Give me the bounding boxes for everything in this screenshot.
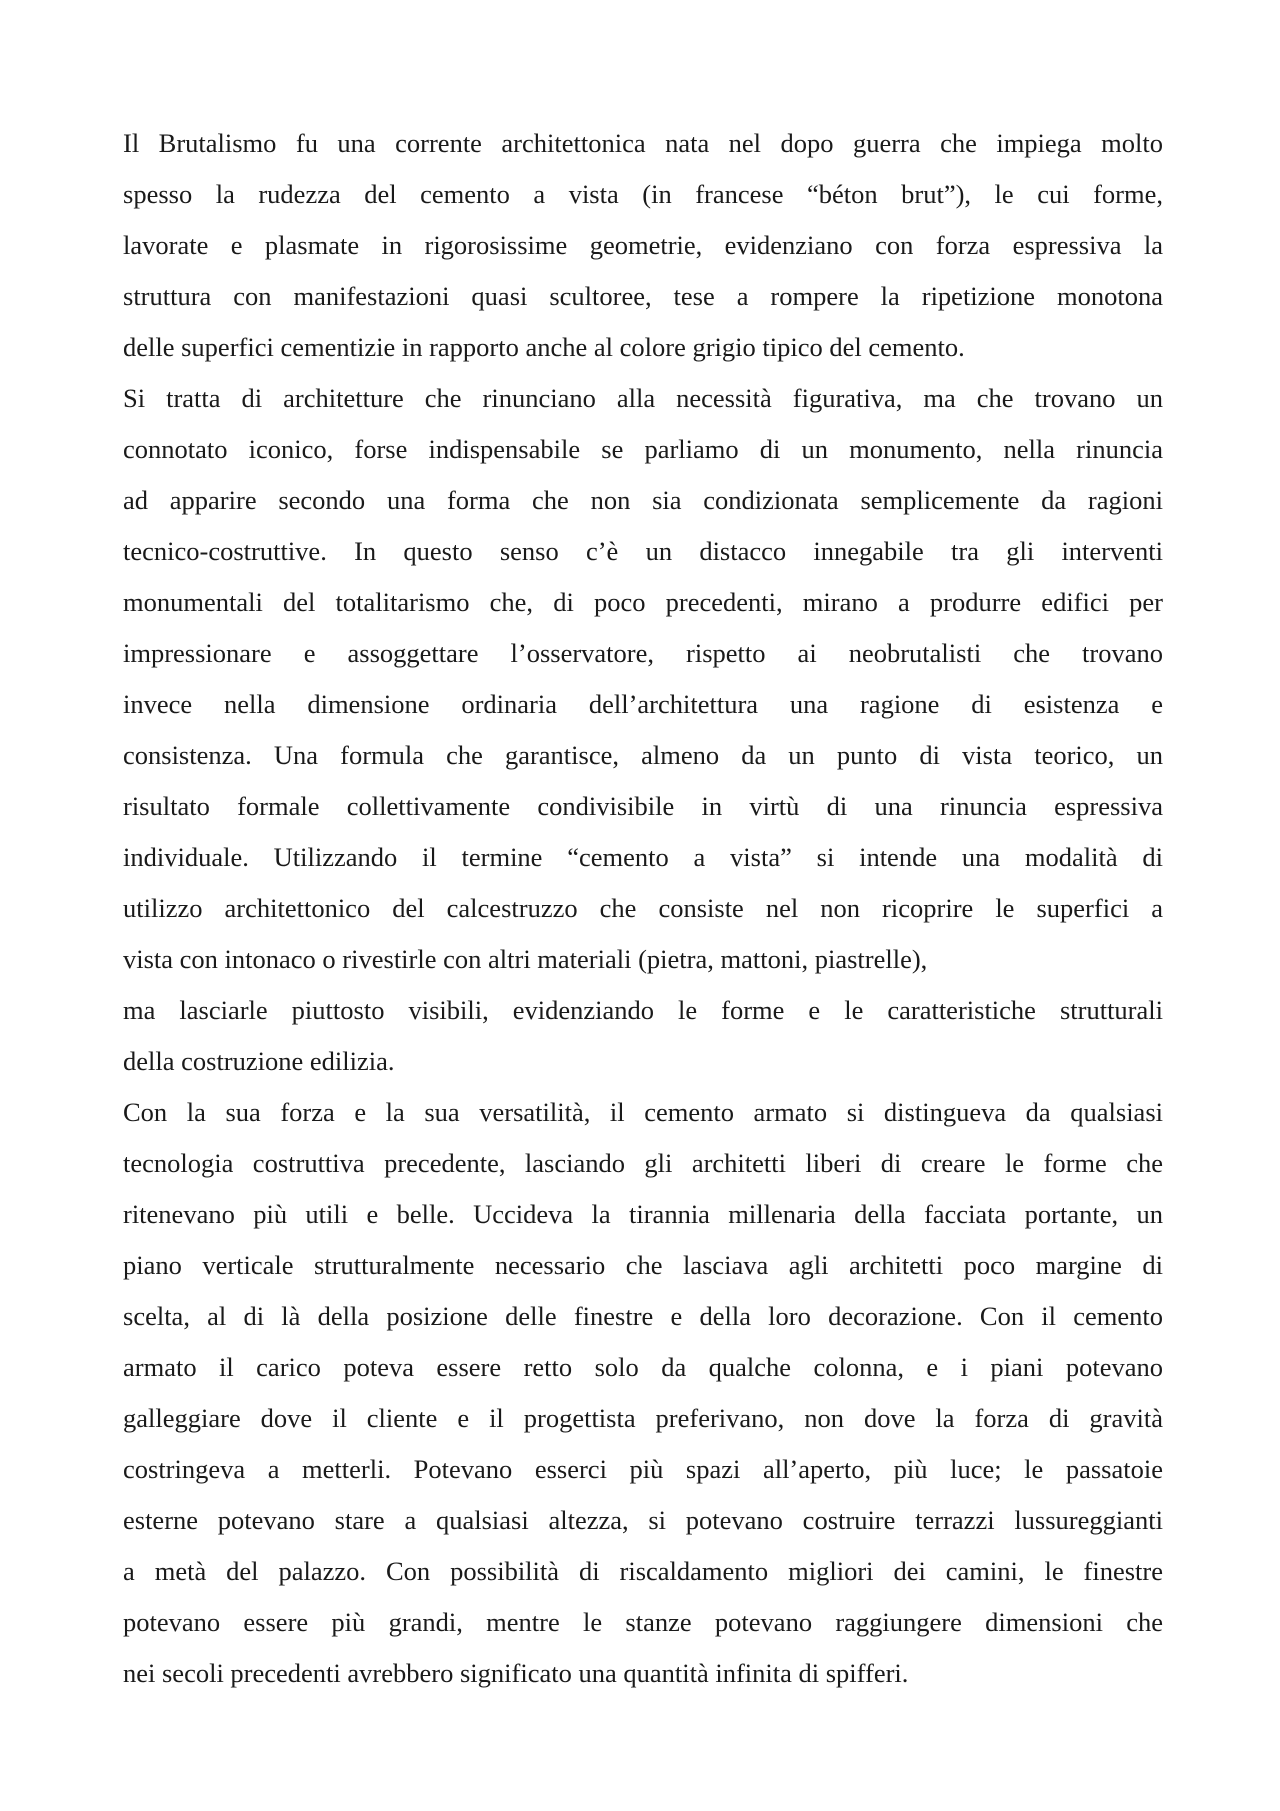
text-line: ritenevano più utili e belle. Uccideva la tirannia millenaria della facciata portante, un [123, 1199, 1163, 1229]
text-line: struttura con manifestazioni quasi scultoree, tese a rompere la ripetizione monotona [123, 281, 1163, 311]
text-line: armato il carico poteva essere retto solo da qualche colonna, e i piani potevano [123, 1352, 1163, 1382]
text-line: monumentali del totalitarismo che, di poco precedenti, mirano a produrre edifici per [123, 587, 1163, 617]
text-line: individuale. Utilizzando il termine “cemento a vista” si intende una modalità di [123, 842, 1163, 872]
text-line: potevano essere più grandi, mentre le stanze potevano raggiungere dimensioni che [123, 1607, 1163, 1637]
paragraph-1 [123, 118, 1163, 373]
paragraph-4 [123, 1087, 1163, 1699]
text-line: galleggiare dove il cliente e il progettista preferivano, non dove la forza di gravità [123, 1403, 1163, 1433]
text-line: scelta, al di là della posizione delle finestre e della loro decorazione. Con il cemento [123, 1301, 1163, 1331]
text-line: spesso la rudezza del cemento a vista (in francese “béton brut”), le cui forme, [123, 179, 1163, 209]
text-line: della costruzione edilizia. [123, 1046, 395, 1076]
text-line: ad apparire secondo una forma che non sia condizionata semplicemente da ragioni [123, 485, 1163, 515]
text-line: tecnologia costruttiva precedente, lasciando gli architetti liberi di creare le forme che [123, 1148, 1163, 1178]
text-line: invece nella dimensione ordinaria dell’architettura una ragione di esistenza e [123, 689, 1163, 719]
text-line: a metà del palazzo. Con possibilità di riscaldamento migliori dei camini, le finestre [123, 1556, 1163, 1586]
text-line: tecnico-costruttive. In questo senso c’è un distacco innegabile tra gli interventi [123, 536, 1163, 566]
text-line: risultato formale collettivamente condivisibile in virtù di una rinuncia espressiva [123, 791, 1163, 821]
text-line: esterne potevano stare a qualsiasi altezza, si potevano costruire terrazzi lussureggianti [123, 1505, 1163, 1535]
text-line: connotato iconico, forse indispensabile se parliamo di un monumento, nella rinuncia [123, 434, 1163, 464]
text-line: ma lasciarle piuttosto visibili, evidenziando le forme e le caratteristiche strutturali [123, 995, 1163, 1025]
text-line: vista con intonaco o rivestirle con altri materiali (pietra, mattoni, piastrelle), [123, 944, 928, 974]
text-line: nei secoli precedenti avrebbero significato una quantità infinita di spifferi. [123, 1658, 909, 1688]
text-line: piano verticale strutturalmente necessario che lasciava agli architetti poco margine di [123, 1250, 1163, 1280]
paragraph-3 [123, 985, 1163, 1087]
text-line: delle superfici cementizie in rapporto anche al colore grigio tipico del cemento. [123, 332, 965, 362]
text-line: utilizzo architettonico del calcestruzzo che consiste nel non ricoprire le superfici a [123, 893, 1163, 923]
text-line: Con la sua forza e la sua versatilità, il cemento armato si distingueva da qualsiasi [123, 1097, 1163, 1127]
text-line: costringeva a metterli. Potevano esserci più spazi all’aperto, più luce; le passatoie [123, 1454, 1163, 1484]
text-line: impressionare e assoggettare l’osservatore, rispetto ai neobrutalisti che trovano [123, 638, 1163, 668]
text-line: Il Brutalismo fu una corrente architettonica nata nel dopo guerra che impiega molto [123, 128, 1163, 158]
paragraph-2 [123, 373, 1163, 985]
text-line: lavorate e plasmate in rigorosissime geometrie, evidenziano con forza espressiva la [123, 230, 1163, 260]
body-text [123, 118, 1163, 1699]
text-line: consistenza. Una formula che garantisce, almeno da un punto di vista teorico, un [123, 740, 1163, 770]
text-line: Si tratta di architetture che rinunciano alla necessità figurativa, ma che trovano un [123, 383, 1163, 413]
